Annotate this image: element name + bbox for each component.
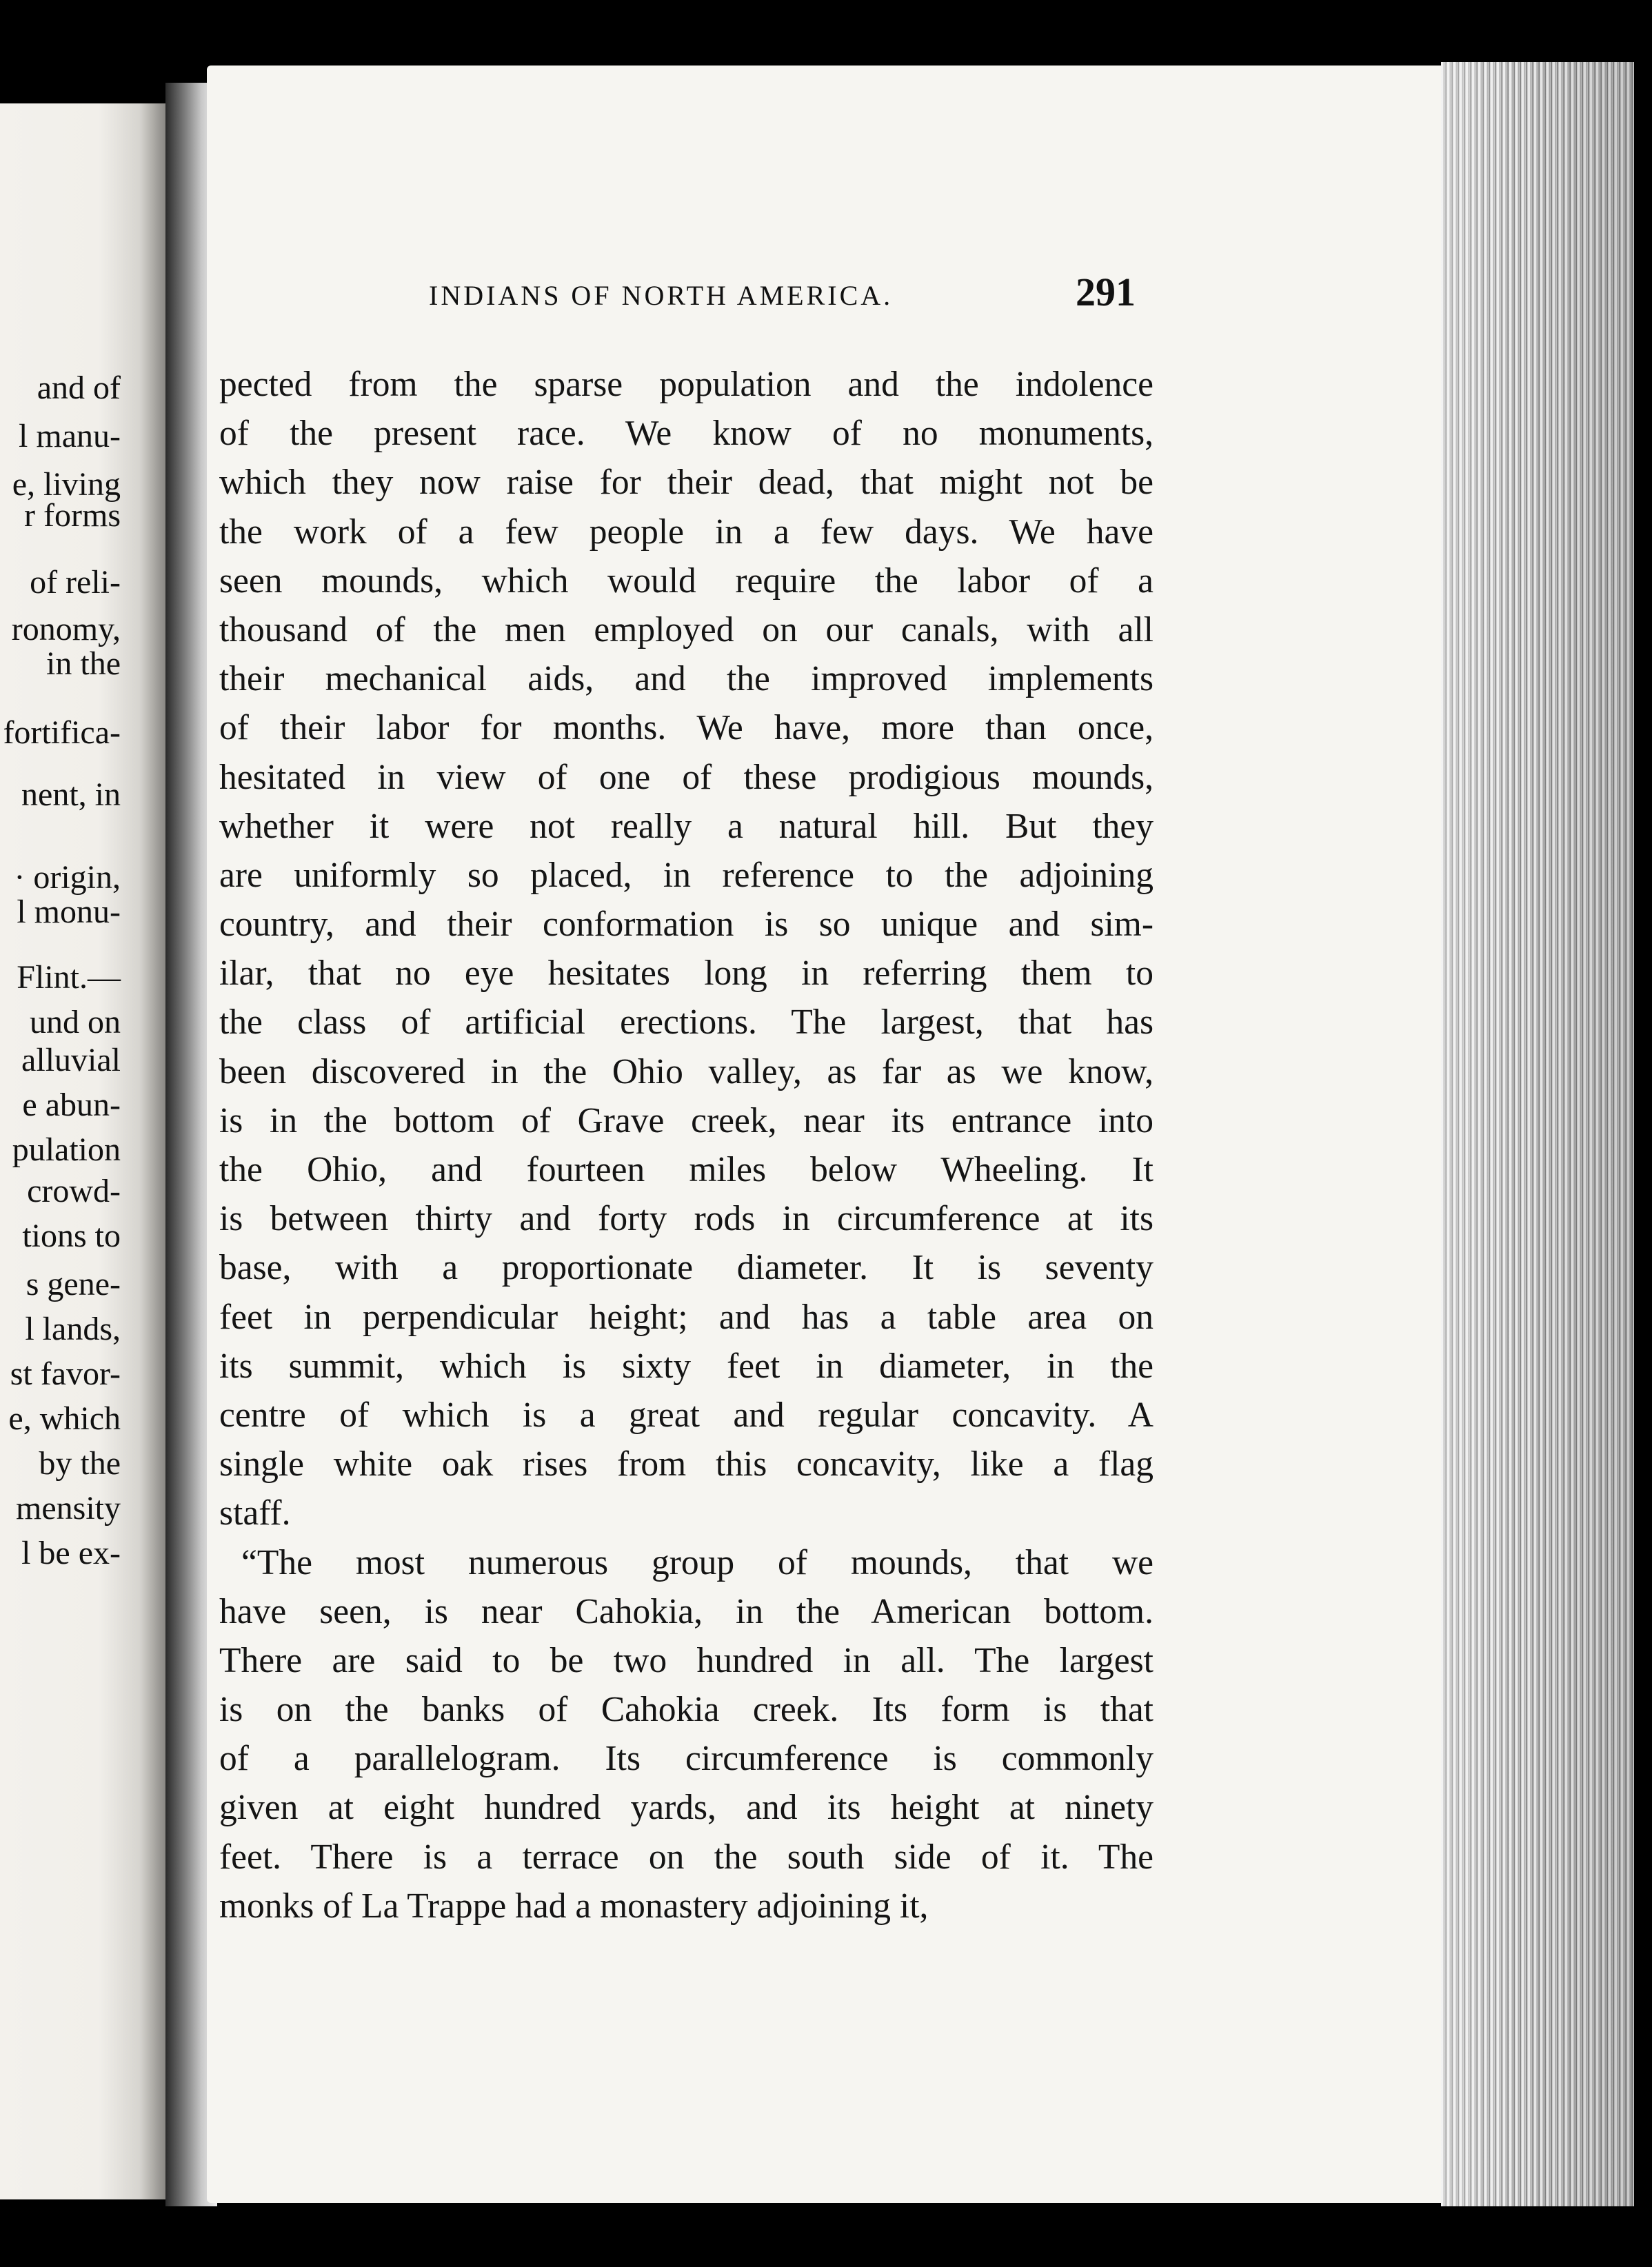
text-line: staff.: [219, 1493, 291, 1533]
text-line: are uniformly so placed, in reference to the adjoining: [219, 855, 1154, 895]
left-page-fragment: in the: [46, 645, 121, 682]
left-page-fragment: mensity: [16, 1490, 121, 1527]
text-line: country, and their conformation is so unique and sim-: [219, 905, 1154, 945]
text-line: single white oak rises from this concavity, like a flag: [219, 1444, 1154, 1484]
text-line: the class of artificial erections. The largest, that has: [219, 1002, 1154, 1042]
text-line: is on the banks of Cahokia creek. Its form is that: [219, 1690, 1154, 1730]
left-page-fragment: e abun-: [22, 1087, 121, 1123]
text-line: been discovered in the Ohio valley, as far as we know,: [219, 1051, 1154, 1091]
text-line: pected from the sparse population and the indolence: [219, 365, 1154, 404]
text-line: the work of a few people in a few days. We have: [219, 512, 1154, 552]
page-edge-shading: [1441, 62, 1634, 2206]
text-line: There are said to be two hundred in all. The largest: [219, 1640, 1154, 1680]
running-header: INDIANS OF NORTH AMERICA.: [429, 280, 894, 311]
text-line: feet. There is a terrace on the south side of it. The: [219, 1837, 1154, 1877]
page-number: 291: [1076, 270, 1136, 314]
left-page-fragment: l manu-: [19, 418, 121, 454]
left-page-fragment: r forms: [24, 497, 121, 534]
left-page-fragment: l be ex-: [21, 1535, 121, 1571]
text-line: hesitated in view of one of these prodigious mounds,: [219, 757, 1154, 797]
left-page: [0, 103, 179, 2199]
left-page-fragment: tions to: [22, 1218, 121, 1254]
text-line: is in the bottom of Grave creek, near its entrance into: [219, 1100, 1154, 1140]
left-page-fragment: · origin,: [14, 859, 121, 896]
left-page-fragment: e, which: [8, 1400, 121, 1437]
text-line: have seen, is near Cahokia, in the American bottom.: [219, 1591, 1154, 1631]
text-line: of the present race. We know of no monuments,: [219, 414, 1154, 454]
text-line: its summit, which is sixty feet in diameter, in the: [219, 1346, 1154, 1386]
text-line: seen mounds, which would require the labor of a: [219, 561, 1154, 601]
text-line: ilar, that no eye hesitates long in referring them to: [219, 954, 1154, 994]
text-line: base, with a proportionate diameter. It is seventy: [219, 1248, 1154, 1288]
left-page-fragment: of reli-: [30, 564, 121, 601]
left-page-fragment: e, living: [12, 466, 121, 503]
text-line: of their labor for months. We have, more than once,: [219, 708, 1154, 748]
text-line: thousand of the men employed on our canals, with all: [219, 609, 1154, 649]
left-page-fragment: st favor-: [10, 1356, 121, 1392]
text-line: monks of La Trappe had a monastery adjoining it,: [219, 1886, 929, 1926]
left-page-fragment: crowd-: [27, 1173, 121, 1209]
left-page-fragment: s gene-: [26, 1266, 121, 1302]
left-page-fragment: and of: [37, 370, 121, 406]
text-line: whether it were not really a natural hill. But they: [219, 806, 1154, 846]
text-line: “The most numerous group of mounds, that we: [241, 1542, 1154, 1582]
text-line: of a parallelogram. Its circumference is commonly: [219, 1739, 1154, 1779]
text-line: the Ohio, and fourteen miles below Wheeling. It: [219, 1150, 1154, 1189]
left-page-fragment: pulation: [12, 1131, 121, 1168]
text-line: which they now raise for their dead, that might not be: [219, 463, 1154, 503]
left-page-fragment: ronomy,: [11, 611, 121, 647]
left-page-fragment: alluvial: [21, 1042, 121, 1078]
left-page-fragment: nent, in: [21, 776, 121, 813]
left-page-fragment: l monu-: [17, 894, 121, 930]
left-page-fragment: Flint.—: [17, 959, 121, 996]
left-page-fragment: fortifica-: [3, 714, 121, 751]
text-line: their mechanical aids, and the improved implements: [219, 659, 1154, 699]
text-line: feet in perpendicular height; and has a table area on: [219, 1297, 1154, 1337]
left-page-fragment: l lands,: [25, 1311, 121, 1347]
body-text: [219, 360, 1154, 1931]
text-line: given at eight hundred yards, and its height at ninety: [219, 1788, 1154, 1828]
left-page-fragment: by the: [39, 1445, 121, 1482]
left-page-fragment: und on: [30, 1004, 121, 1040]
text-line: is between thirty and forty rods in circumference at its: [219, 1199, 1154, 1239]
text-line: centre of which is a great and regular concavity. A: [219, 1395, 1154, 1435]
